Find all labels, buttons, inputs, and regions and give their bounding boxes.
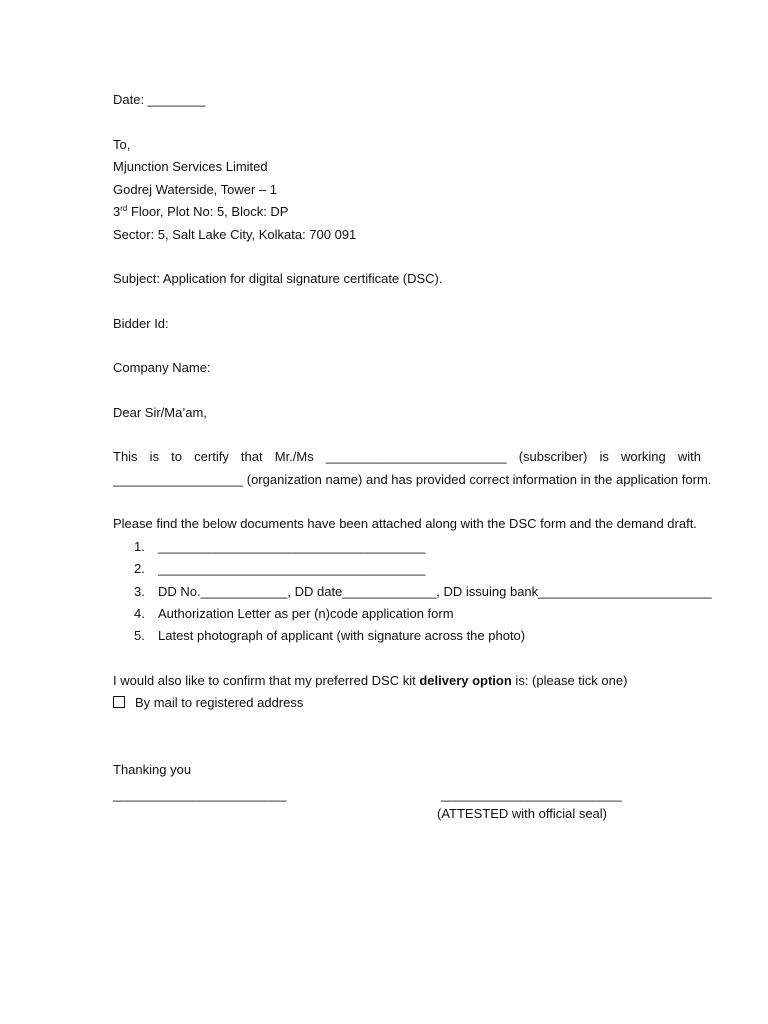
list-number: 5.	[134, 628, 145, 643]
list-text: Latest photograph of applicant (with signature across the photo)	[158, 628, 526, 643]
documents-intro: Please find the below documents have been attached along with the DSC form and the demand draft.	[113, 516, 697, 531]
attest-label: (ATTESTED with official seal)	[437, 806, 608, 821]
list-number: 1.	[134, 539, 145, 554]
company-name-label: Company Name:	[113, 360, 211, 375]
certify-line-2: __________________ (organization name) and has provided correct information in the application form.	[113, 472, 712, 487]
floor-superscript: rd	[120, 204, 128, 213]
date-field: Date: ________	[113, 92, 206, 107]
list-number: 4.	[134, 606, 145, 621]
list-number: 3.	[134, 584, 145, 599]
delivery-option-mail[interactable]	[113, 695, 303, 711]
closing: Thanking you	[113, 762, 192, 777]
list-text: _____________________________________	[158, 539, 426, 554]
bidder-id-label: Bidder Id:	[113, 316, 169, 331]
list-item	[134, 628, 525, 644]
mail-option-label: By mail to registered address	[135, 695, 304, 710]
signature-line: ________________________	[113, 787, 287, 802]
subject-line: Subject: Application for digital signature certificate (DSC).	[113, 271, 443, 286]
list-item	[134, 561, 426, 577]
address-floor	[113, 204, 288, 220]
list-text: Authorization Letter as per (n)code application form	[158, 606, 454, 621]
list-item	[134, 584, 712, 600]
attest-signature-line: _________________________	[441, 787, 622, 802]
delivery-prefix: I would also like to confirm that my preferred DSC kit	[113, 673, 420, 688]
delivery-suffix: is: (please tick one)	[511, 673, 628, 688]
address-sector: Sector: 5, Salt Lake City, Kolkata: 700 091	[113, 227, 357, 242]
certify-line-1: This is to certify that Mr./Ms _________________________ (subscriber) is working with	[113, 449, 701, 464]
mail-checkbox[interactable]	[113, 696, 125, 708]
address-building: Godrej Waterside, Tower – 1	[113, 182, 278, 197]
address-to: To,	[113, 137, 131, 152]
floor-rest: Floor, Plot No: 5, Block: DP	[127, 204, 289, 219]
list-number: 2.	[134, 561, 145, 576]
floor-number: 3	[113, 204, 121, 219]
delivery-option-text	[113, 673, 627, 689]
delivery-bold: delivery option	[419, 673, 512, 688]
address-company: Mjunction Services Limited	[113, 159, 268, 174]
list-text: _____________________________________	[158, 561, 426, 576]
salutation: Dear Sir/Ma’am,	[113, 405, 207, 420]
list-item	[134, 606, 454, 622]
list-item	[134, 539, 426, 555]
list-text: DD No.____________, DD date_____________, DD issuing bank________________________	[158, 584, 712, 599]
